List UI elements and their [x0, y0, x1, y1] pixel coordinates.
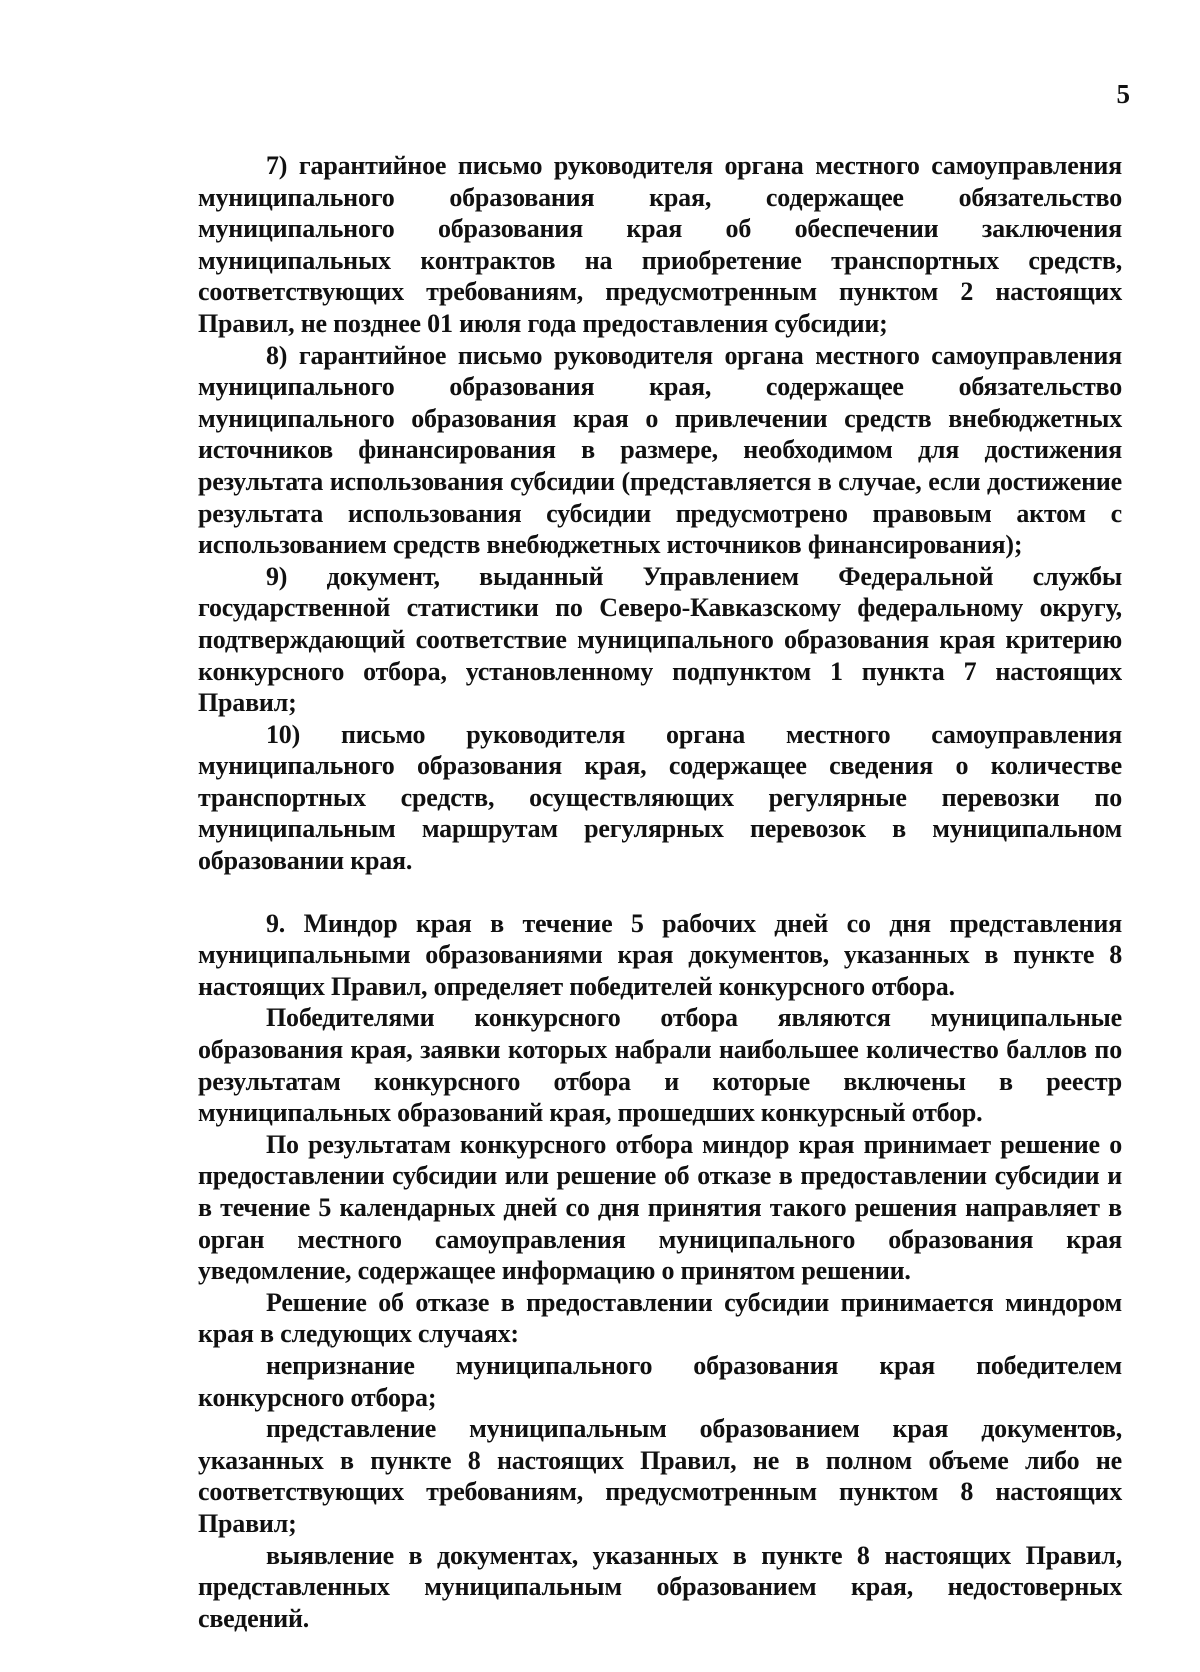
paragraph-item-9: 9) документ, выданный Управлением Федеральной службы государственной статистики по Северо-Кавказскому федеральному округу, подтверждающий соответствие муниципального образования края критерию конкурсного отбора, установленному подпунктом 1 пункта 7 настоящих Правил; [198, 561, 1122, 718]
paragraph-refusal-case-2: представление муниципальным образованием края документов, указанных в пункте 8 настоящих Правил, не в полном объеме либо не соответствующих требованиям, предусмотренным пунктом 8 настоящих Правил; [198, 1414, 1122, 1538]
paragraph-item-7: 7) гарантийное письмо руководителя органа местного самоуправления муниципального образования края, содержащее обязательство муниципального образования края об обеспечении заключения муниципальных контрактов на приобретение транспортных средств, соответствующих требованиям, предусмотренным пунктом 2 настоящих Правил, не позднее 01 июля года предоставления субсидии; [198, 151, 1122, 338]
paragraph-decision: По результатам конкурсного отбора миндор края принимает решение о предоставлении субсидии или решение об отказе в предоставлении субсидии и в течение 5 календарных дней со дня принятия такого решения направляет в орган местного самоуправления муниципального образования края уведомление, содержащее информацию о принятом решении. [198, 1129, 1122, 1286]
paragraph-item-10: 10) письмо руководителя органа местного самоуправления муниципального образования края, содержащее сведения о количестве транспортных средств, осуществляющих регулярные перевозки по муниципальным маршрутам регулярных перевозок в муниципальном образовании края. [198, 719, 1122, 876]
document-body [198, 150, 1122, 1634]
page-number: 5 [1116, 79, 1130, 109]
paragraph-item-8: 8) гарантийное письмо руководителя органа местного самоуправления муниципального образования края, содержащее обязательство муниципального образования края о привлечении средств внебюджетных источников финансирования в размере, необходимом для достижения результата использования субсидии (представляется в случае, если достижение результата использования субсидии предусмотрено правовым актом с использованием средств внебюджетных источников финансирования); [198, 340, 1122, 560]
paragraph-clause-9: 9. Миндор края в течение 5 рабочих дней со дня представления муниципальными образованиями края документов, указанных в пункте 8 настоящих Правил, определяет победителей конкурсного отбора. [198, 908, 1122, 1001]
paragraph-refusal-case-1: непризнание муниципального образования края победителем конкурсного отбора; [198, 1350, 1122, 1412]
paragraph-refusal-case-3: выявление в документах, указанных в пункте 8 настоящих Правил, представленных муниципальным образованием края, недостоверных сведений. [198, 1540, 1122, 1633]
paragraph-refusal-intro: Решение об отказе в предоставлении субсидии принимается миндором края в следующих случаях: [198, 1287, 1122, 1349]
paragraph-winners: Победителями конкурсного отбора являются муниципальные образования края, заявки которых набрали наибольшее количество баллов по результатам конкурсного отбора и которые включены в реестр муниципальных образований края, прошедших конкурсный отбор. [198, 1003, 1122, 1128]
